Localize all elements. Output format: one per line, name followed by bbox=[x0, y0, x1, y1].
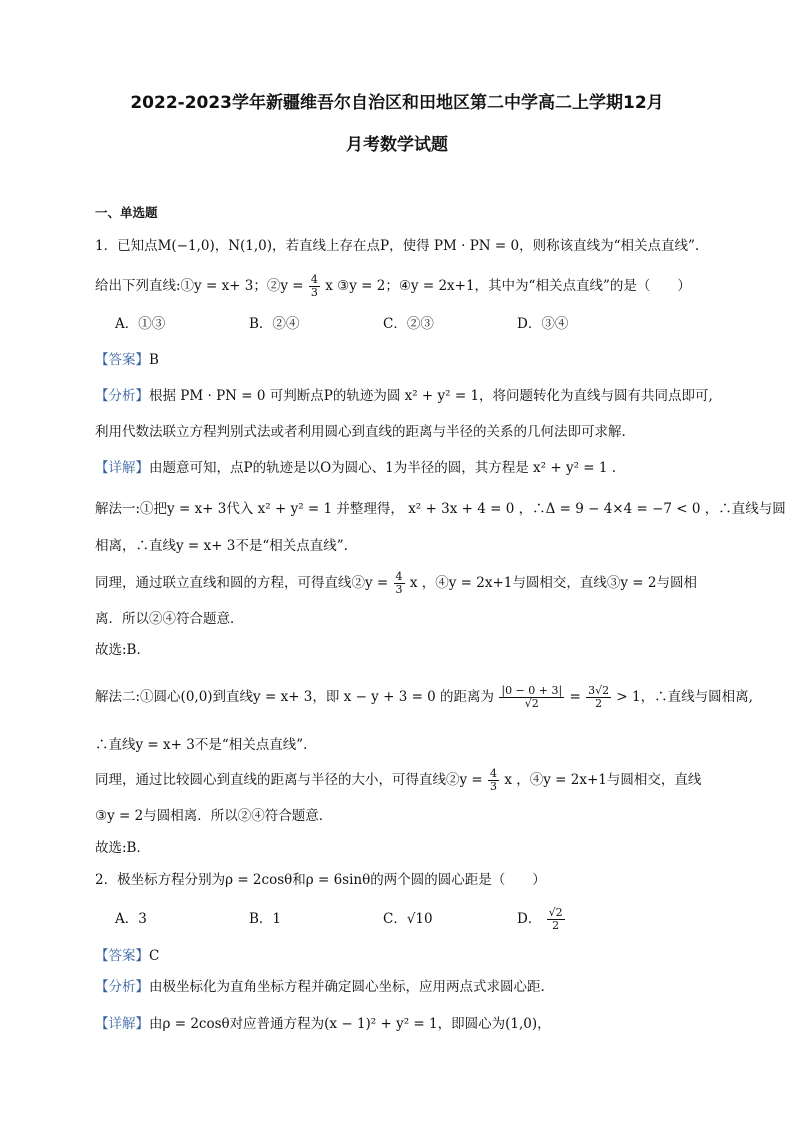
q1-detail-line-1 bbox=[95, 458, 735, 478]
q1-m2-l1-part-b: > 1，∴直线与圆相离, bbox=[616, 689, 753, 705]
q1-stem-line-2 bbox=[95, 274, 735, 299]
q1-m1-l3-fraction bbox=[394, 571, 405, 596]
q2-option-d bbox=[517, 907, 651, 932]
q1-m2-l3-fraction bbox=[488, 768, 499, 793]
fraction-denominator: √2 bbox=[524, 697, 539, 710]
q1-option-c: C．②③ bbox=[383, 316, 434, 332]
fraction-numerator: 4 bbox=[490, 767, 498, 780]
q2-option-d-label: D． bbox=[517, 911, 542, 927]
analysis-text: 由极坐标化为直角坐标方程并确定圆心坐标，应用两点式求圆心距. bbox=[149, 979, 545, 995]
q2-stem: 2．极坐标方程分别为ρ = 2cosθ和ρ = 6sinθ的两个圆的圆心距是（ ） bbox=[95, 872, 546, 888]
detail-text: 由ρ = 2cosθ对应普通方程为(x − 1)² + y² = 1，即圆心为(1,0)， bbox=[149, 1016, 551, 1032]
fraction-denominator: 2 bbox=[595, 697, 603, 710]
answer-tag: 【答案】 bbox=[95, 352, 149, 368]
q1-method1-line-1: 解法一:①把y = x+ 3代入 x² + y² = 1 并整理得， x² + 3x + 4 = 0 ，∴Δ = 9 − 4×4 = −7 < 0 ，∴直线与圆 bbox=[95, 501, 786, 517]
q1-method2-line-4: ③y = 2与圆相离．所以②④符合题意． bbox=[95, 808, 333, 824]
q2-options bbox=[115, 907, 755, 932]
section-heading: 一、单选题 bbox=[95, 205, 158, 220]
q2-option-a: A．3 bbox=[115, 911, 147, 927]
q1-stem-line-1: 1．已知点M(−1,0)，N(1,0)，若直线上存在点P，使得 PM · PN = 0，则称该直线为“相关点直线”. bbox=[95, 238, 700, 254]
fraction-denominator: 3 bbox=[310, 286, 318, 299]
q1-analysis-line-1 bbox=[95, 386, 735, 406]
fraction-denominator: 3 bbox=[490, 780, 498, 793]
detail-tag: 【详解】 bbox=[95, 1016, 149, 1032]
q2-detail bbox=[95, 1014, 735, 1034]
q1-method2-line-5: 故选:B． bbox=[95, 840, 150, 856]
page-title-line-1: 2022-2023学年新疆维吾尔自治区和田地区第二中学高二上学期12月 bbox=[130, 93, 664, 113]
q1-m2-l1-fraction-2 bbox=[586, 685, 611, 710]
q1-method1-line-5: 故选:B． bbox=[95, 642, 150, 658]
q1-m2-l3-part-b: x ，④y = 2x+1与圆相交，直线 bbox=[504, 772, 702, 788]
q2-option-d-fraction bbox=[547, 907, 565, 932]
q1-method1-line-4: 离．所以②④符合题意． bbox=[95, 611, 244, 627]
q1-method2-line-2: ∴直线y = x+ 3不是“相关点直线”. bbox=[95, 737, 308, 753]
q1-m2-l1-fraction-1 bbox=[499, 685, 564, 710]
q1-m1-l3-part-b: x ，④y = 2x+1与圆相交，直线③y = 2与圆相 bbox=[409, 575, 697, 591]
q1-stem-part-a: 给出下列直线:①y = x+ 3；②y = bbox=[95, 278, 304, 294]
fraction-denominator: 2 bbox=[552, 919, 560, 932]
fraction-numerator: 4 bbox=[395, 570, 403, 583]
q1-option-d: D．③④ bbox=[517, 316, 569, 332]
q2-answer bbox=[95, 946, 735, 966]
q1-stem-part-b: x ③y = 2；④y = 2x+1，其中为“相关点直线”的是（ ） bbox=[325, 278, 691, 294]
q1-m2-l1-part-a: 解法二:①圆心(0,0)到直线y = x+ 3，即 x − y + 3 = 0 的距离为 bbox=[95, 689, 495, 705]
q1-option-a: A．①③ bbox=[115, 316, 166, 332]
q1-method2-line-1 bbox=[95, 684, 753, 710]
fraction-numerator: 3√2 bbox=[588, 684, 610, 697]
analysis-tag: 【分析】 bbox=[95, 388, 149, 404]
q2-option-c: C．√10 bbox=[383, 911, 433, 927]
q1-answer bbox=[95, 350, 735, 370]
fraction-numerator: 4 bbox=[310, 273, 318, 286]
page-title-line-2: 月考数学试题 bbox=[346, 135, 448, 155]
fraction-numerator: |0 − 0 + 3| bbox=[501, 684, 563, 697]
analysis-text: 根据 PM · PN = 0 可判断点P的轨迹为圆 x² + y² = 1，将问题转化为直线与圆有共同点即可, bbox=[149, 388, 713, 404]
fraction-denominator: 3 bbox=[395, 583, 403, 596]
equals-sign: = bbox=[569, 689, 581, 705]
answer-value: C bbox=[149, 948, 160, 964]
q1-option-b: B．②④ bbox=[249, 316, 300, 332]
q1-method1-line-3 bbox=[95, 571, 735, 596]
q2-option-b: B．1 bbox=[249, 911, 282, 927]
fraction-numerator: √2 bbox=[548, 906, 563, 919]
answer-tag: 【答案】 bbox=[95, 948, 149, 964]
q1-options bbox=[115, 314, 755, 334]
answer-value: B bbox=[149, 352, 159, 368]
q1-method2-line-3 bbox=[95, 768, 735, 793]
detail-tag: 【详解】 bbox=[95, 460, 149, 476]
q1-stem-fraction bbox=[309, 274, 320, 299]
analysis-tag: 【分析】 bbox=[95, 979, 149, 995]
q1-analysis-line-2: 利用代数法联立方程判别式法或者利用圆心到直线的距离与半径的关系的几何法即可求解. bbox=[95, 424, 626, 440]
detail-text: 由题意可知，点P的轨迹是以O为圆心、1为半径的圆，其方程是 x² + y² = 1 . bbox=[149, 460, 617, 476]
q1-m1-l3-part-a: 同理，通过联立直线和圆的方程，可得直线②y = bbox=[95, 575, 389, 591]
q1-method1-line-2: 相离，∴直线y = x+ 3不是“相关点直线”. bbox=[95, 538, 348, 554]
q2-analysis bbox=[95, 977, 735, 997]
q1-m2-l3-part-a: 同理，通过比较圆心到直线的距离与半径的大小，可得直线②y = bbox=[95, 772, 483, 788]
